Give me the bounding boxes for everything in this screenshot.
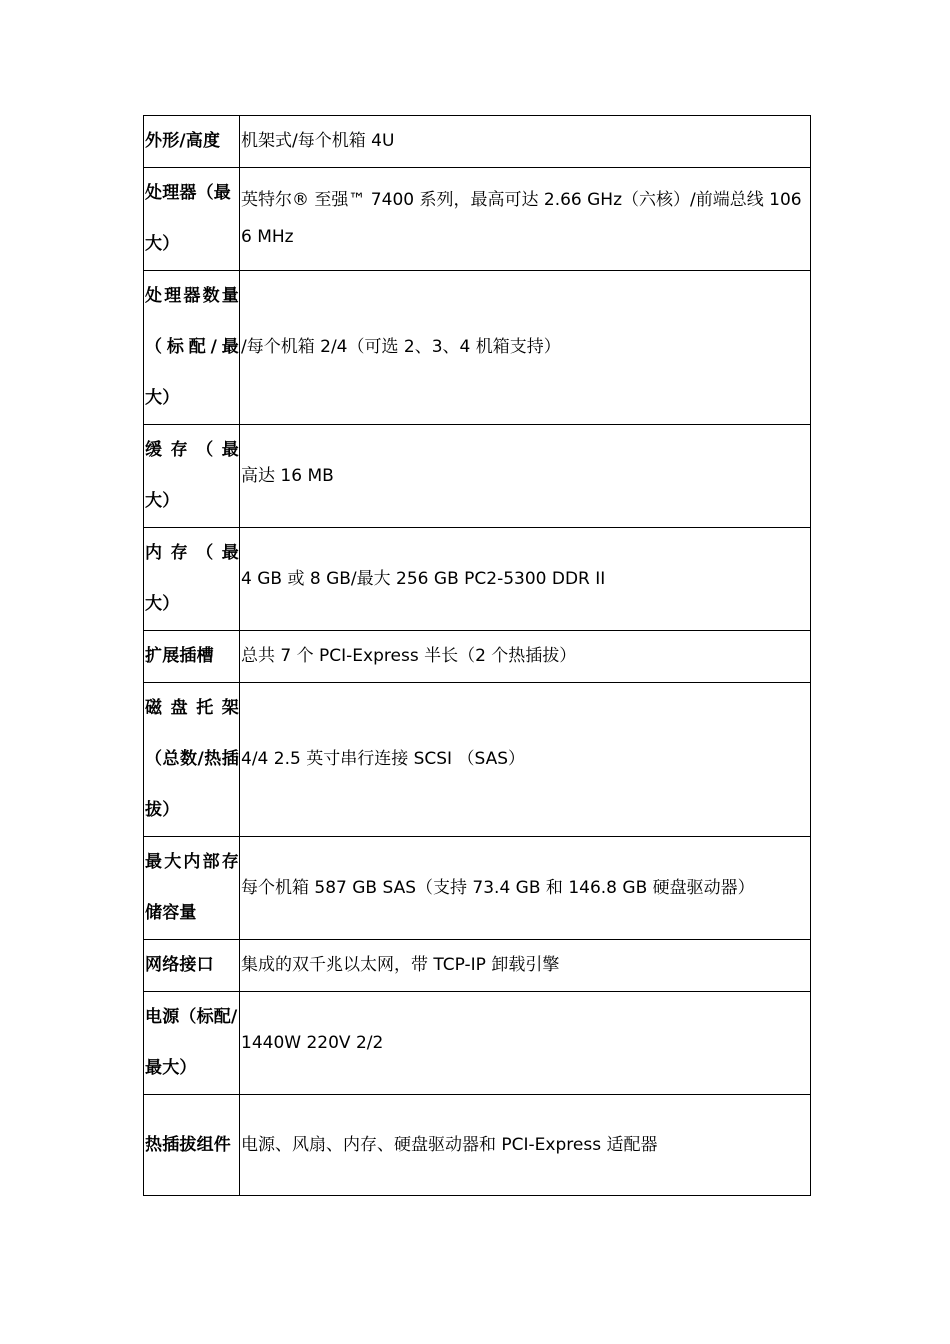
spec-label-network: 网络接口 — [144, 940, 240, 992]
spec-value-memory: 4 GB 或 8 GB/最大 256 GB PC2-5300 DDR II — [240, 528, 811, 631]
table-row — [144, 116, 811, 168]
spec-value-max-storage: 每个机箱 587 GB SAS（支持 73.4 GB 和 146.8 GB 硬盘驱动器） — [240, 837, 811, 940]
spec-value-drive-bays: 4/4 2.5 英寸串行连接 SCSI （SAS） — [240, 683, 811, 837]
spec-value-form-factor: 机架式/每个机箱 4U — [240, 116, 811, 168]
spec-label-processor: 处理器（最大） — [144, 168, 240, 271]
spec-value-cache: 高达 16 MB — [240, 425, 811, 528]
spec-label-processor-count: 处理器数量（标配/最大） — [144, 271, 240, 425]
table-row — [144, 992, 811, 1095]
spec-label-expansion-slots: 扩展插槽 — [144, 631, 240, 683]
spec-label-hot-swap: 热插拔组件 — [144, 1095, 240, 1196]
table-row — [144, 271, 811, 425]
spec-label-drive-bays: 磁盘托架（总数/热插拔） — [144, 683, 240, 837]
table-row — [144, 425, 811, 528]
table-row — [144, 683, 811, 837]
spec-value-hot-swap: 电源、风扇、内存、硬盘驱动器和 PCI-Express 适配器 — [240, 1095, 811, 1196]
spec-label-max-storage: 最大内部存储容量 — [144, 837, 240, 940]
spec-label-memory: 内存（最大） — [144, 528, 240, 631]
table-row — [144, 940, 811, 992]
spec-label-cache: 缓存（最大） — [144, 425, 240, 528]
spec-value-processor: 英特尔® 至强™ 7400 系列，最高可达 2.66 GHz（六核）/前端总线 1066 MHz — [240, 168, 811, 271]
spec-label-power-supply: 电源（标配/最大） — [144, 992, 240, 1095]
spec-label-form-factor: 外形/高度 — [144, 116, 240, 168]
spec-value-processor-count: /每个机箱 2/4（可选 2、3、4 机箱支持） — [240, 271, 811, 425]
spec-value-power-supply: 1440W 220V 2/2 — [240, 992, 811, 1095]
table-row — [144, 837, 811, 940]
spec-value-network: 集成的双千兆以太网，带 TCP-IP 卸载引擎 — [240, 940, 811, 992]
spec-value-expansion-slots: 总共 7 个 PCI-Express 半长（2 个热插拔） — [240, 631, 811, 683]
spec-table — [143, 115, 811, 1196]
table-row — [144, 528, 811, 631]
table-row — [144, 168, 811, 271]
table-row — [144, 631, 811, 683]
table-row — [144, 1095, 811, 1196]
